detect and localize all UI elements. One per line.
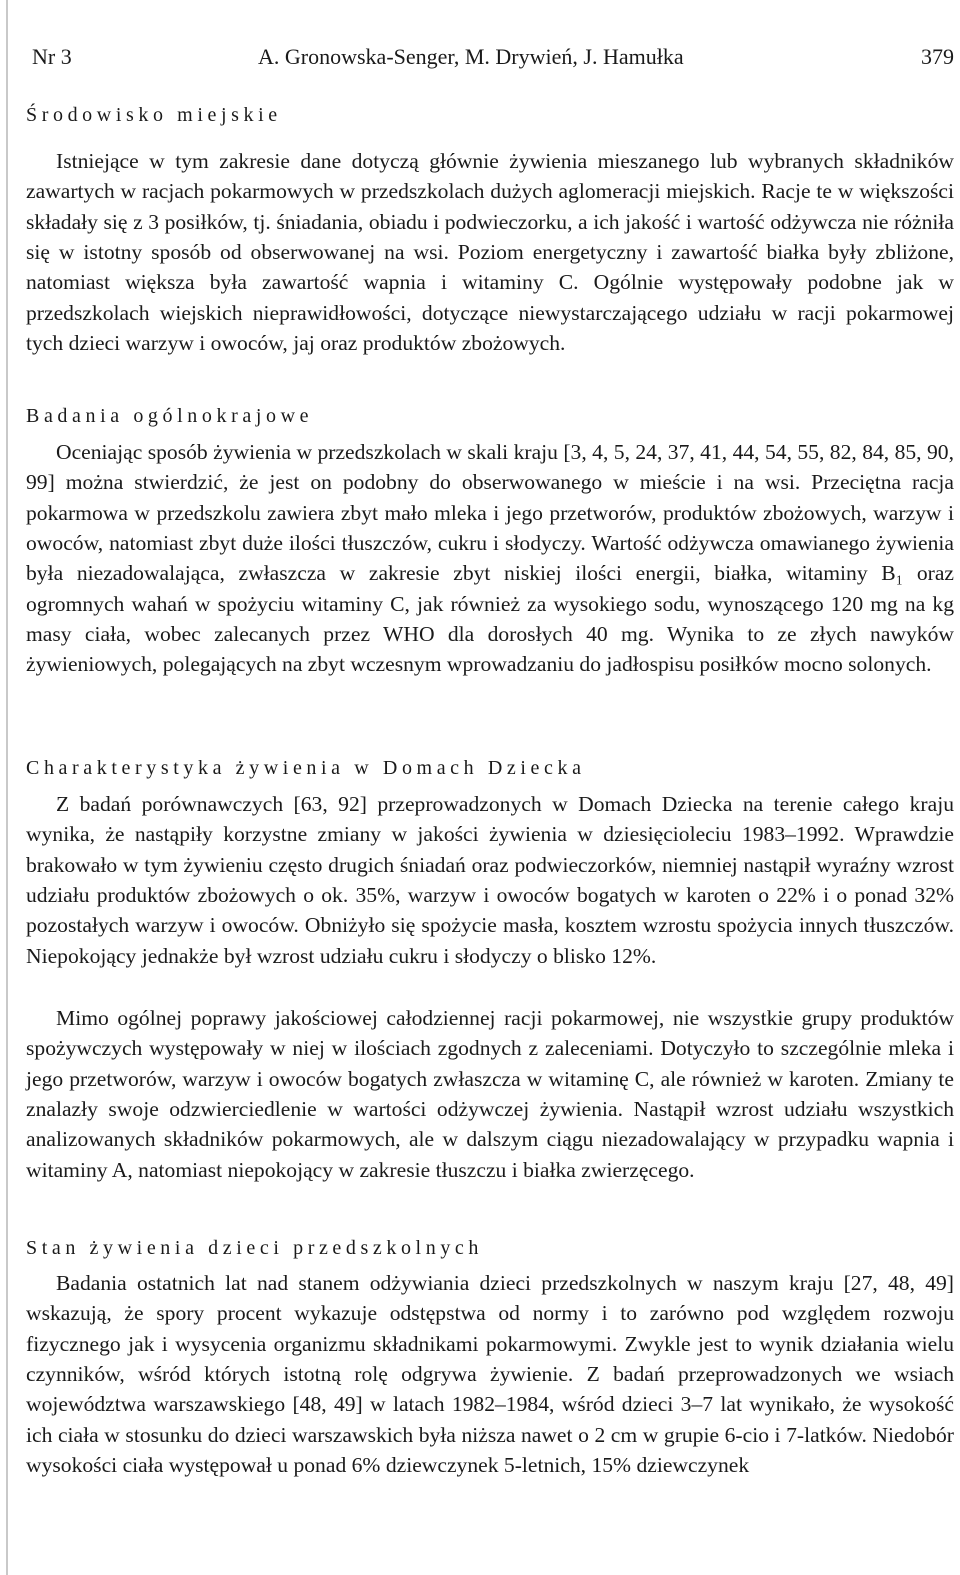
paragraph-stan-zywienia: Badania ostatnich lat nad stanem odżywiania dzieci przedszkolnych w naszym kraju [27, 48, 49] wskazują, że spory procent wykazuje odstępstwa od normy i to zarówno pod względem rozwoju fizycznego jak i wysycenia organizmu składnikami pokarmowymi. Zwykle jest to wynik działania wielu czynników, wśród których istotną rolę odgrywa żywienie. Z badań przeprowadzonych we wsiach województwa warszawskiego [48, 49] w latach 1982–1984, wśród dzieci 3–7 lat wynikało, że wysokość ich ciała w stosunku do dzieci warszawskich była niższa nawet o 2 cm w grupie 6-cio i 7-latków. Niedobór wysokości ciała występował u ponad 6% dziewczynek 5-letnich, 15% dziewczynek	[26, 1271, 954, 1478]
section-heading-domy-dziecka: Charakterystyka żywienia w Domach Dziecka	[26, 757, 586, 779]
scan-edge-line	[6, 0, 8, 1575]
journal-number: Nr 3	[32, 44, 72, 69]
section-heading-srodowisko-miejskie: Środowisko miejskie	[26, 104, 282, 126]
paragraph-domy-dziecka-1: Z badań porównawczych [63, 92] przeprowadzonych w Domach Dziecka na terenie całego kraju wynika, że nastąpiły korzystne zmiany w jakości żywienia w dziesięcioleciu 1983–1992. Wprawdzie brakowało w tym żywieniu często drugich śniadań oraz podwieczorków, niemniej nastąpił wyraźny wzrost udziału produktów zbożowych o ok. 35%, warzyw i owoców bogatych w karoten o 22% i o ponad 32% pozostałych warzyw i owoców. Obniżyło się spożycie masła, kosztem wzrostu spożycia innych tłuszczów. Niepokojący jednakże był wzrost udziału cukru i słodyczy o blisko 12%.	[26, 792, 954, 968]
paragraph-domy-dziecka-2: Mimo ogólnej poprawy jakościowej całodziennej racji pokarmowej, nie wszystkie grupy produktów spożywczych występowały w niej w ilościach zgodnych z zaleceniami. Dotyczyło to szczególnie mleka i jego przetworów, warzyw i owoców bogatych zwłaszcza w witaminę C, ale również w karoten. Zmiany te znalazły swoje odzwierciedlenie w wartości odżywczej żywienia. Nastąpił wzrost udziału wszystkich analizowanych składników pokarmowych, ale w dalszym ciągu niezadowalający w przypadku wapnia i witaminy A, natomiast niepokojący w zakresie tłuszczu i białka zwierzęcego.	[26, 1006, 954, 1182]
section-heading-badania-ogolnokrajowe: Badania ogólnokrajowe	[26, 405, 314, 427]
page-number: 379	[921, 44, 954, 69]
running-header	[32, 44, 954, 78]
paragraph-srodowisko-miejskie: Istniejące w tym zakresie dane dotyczą głównie żywienia mieszanego lub wybranych składników zawartych w racjach pokarmowych w przedszkolach dużych aglomeracji miejskich. Racje te w większości składały się z 3 posiłków, tj. śniadania, obiadu i podwieczorku, a ich jakość i wartość odżywcza nie różniła się w istotny sposób od obserwowanej na wsi. Poziom energetyczny i zawartość białka były zbliżone, natomiast większa była zawartość wapnia i witaminy C. Ogólnie występowały podobne jak w przedszkolach wiejskich nieprawidłowości, dotyczące niewystarczającego udziału w racji pokarmowej tych dzieci warzyw i owoców, jaj oraz produktów zbożowych.	[26, 149, 954, 356]
section-heading-stan-zywienia: Stan żywienia dzieci przedszkolnych	[26, 1237, 483, 1259]
running-authors: A. Gronowska-Senger, M. Drywień, J. Hamułka	[258, 44, 684, 69]
paragraph-badania-ogolnokrajowe: Oceniając sposób żywienia w przedszkolach w skali kraju [3, 4, 5, 24, 37, 41, 44, 54, 55, 82, 84, 85, 90, 99] można stwierdzić, że jest on podobny do obserwowanego w mieście i na wsi. Przeciętna racja pokarmowa w przedszkolu zawiera zbyt mało mleka i jego przetworów, produktów zbożowych, warzyw i owoców, natomiast zbyt duże ilości tłuszczów, cukru i słodyczy. Wartość odżywcza omawianego żywienia była niezadowalająca, zwłaszcza w zakresie zbyt niskiej ilości energii, białka, witaminy B₁ oraz ogromnych wahań w spożyciu witaminy C, jak również za wysokiego sodu, wynoszącego 120 mg na kg masy ciała, wobec zalecanych przez WHO dla dorosłych 40 mg. Wynika to ze złych nawyków żywieniowych, polegających na zbyt wczesnym wprowadzaniu do jadłospisu posiłków mocno solonych.	[26, 440, 954, 677]
